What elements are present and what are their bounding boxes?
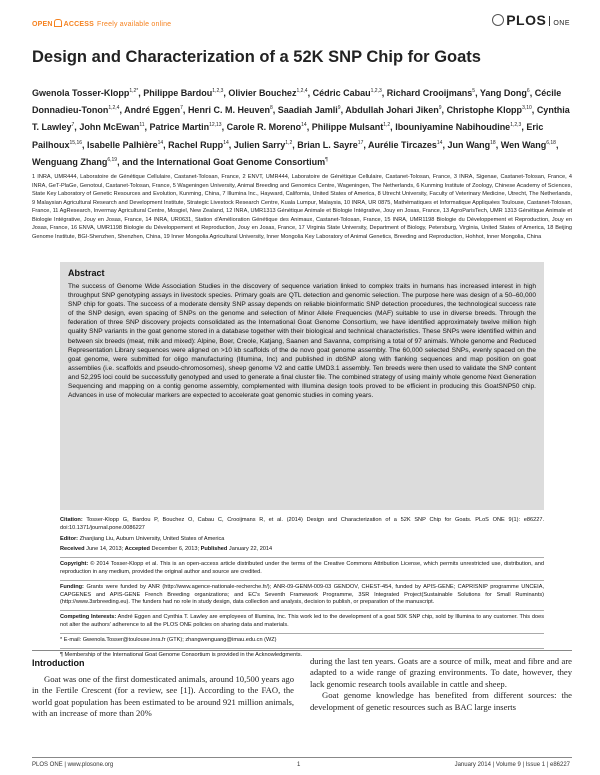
open-access-badge: [32, 19, 171, 28]
author-name: Jun Wang$^{18}$: [447, 139, 496, 150]
author-name: Olivier Bouchez$^{1,2,4}$: [228, 88, 308, 98]
consortium-note: ¶ Membership of the International Goat Genome Consortium is provided in the Acknowledgments.: [60, 651, 303, 658]
access-label: ACCESS: [63, 21, 95, 28]
consortium-author: and the International Goat Genome Consortium¶: [122, 156, 328, 167]
open-label: OPEN: [32, 21, 53, 28]
author-name: Isabelle Palhière$^{14}$: [87, 139, 164, 150]
author-name: Yang Dong$^6$: [479, 88, 530, 98]
competing-interests: Competing Interests: André Eggen and Cynthia T. Lawley are employees of Illumina, Inc. This work led to the development of a goat 50K SNP chip, sold by Illumina to any customer. This does not alter the authors' adherence to all the PLOS ONE policies on sharing data and materials.: [60, 614, 544, 628]
introduction-heading: Introduction: [32, 658, 85, 668]
footer-issue: January 2014 | Volume 9 | Issue 1 | e86227: [454, 762, 570, 768]
section-divider: [32, 650, 572, 651]
intro-paragraph-1: Goat was one of the first domesticated animals, around 10,500 years ago in the Fertile Crescent (for a review, see [1]). According to the FAO, the world goat population has been estimated to be around 921 million animals, with an increase of more than 20%: [32, 674, 294, 719]
footer-page-number: 1: [297, 762, 301, 768]
author-name: Cécile Donnadieu-Tonon$^{1,2,4}$: [32, 88, 562, 116]
author-name: Saadiah Jamli$^9$: [277, 105, 341, 116]
abstract-heading: Abstract: [68, 268, 105, 278]
author-name: John McEwan$^{11}$: [79, 122, 145, 133]
intro-paragraph-1-cont: during the last ten years. Goats are a source of milk, meat and fibre and are adapted to a wide range of grazing environments. To date, however, they lack genomic research tools available in cattle and sheep.: [310, 656, 572, 689]
intro-column-right: [310, 656, 572, 713]
intro-column-left: [32, 674, 294, 720]
abstract-box: [60, 262, 544, 510]
affiliations: 1 INRA, UMR444, Laboratoire de Génétique Cellulaire, Castanet-Tolosan, France, 2 ENVT, UMR444, Laboratoire de Génétique Cellulaire, Castanet-Tolosan, France, 3 INRA, Sigenae, Castanet-Tolosan, France, 4 INRA, GeT-PlaGe, Genotoul, Castanet-Tolosan, France, 5 Wageningen University, Animal Breeding and Genomics Centre, Wageningen, The Netherlands, 6 Kunming Institute of Zoology, Chinese Academy of Sciences, State Key Laboratory of Genetic Resources and Evolution, Kunming, China, 7 Illumina Inc., Hayward, California, United States of America, 8 Utrecht University, Faculty of Veterinary Medicine, Utrecht, The Netherlands, 9 Malaysian Agricultural Research and Development Institute, Strategic Livestock Research Centre, Kuala Lumpur, Malaysia, 10 INRA, UR 0875, Mathématiques et Informatique Appliquées Toulouse, Castanet-Tolosan, France, 11 AgResearch, Invermay Agricultural Centre, Mosgiel, New Zealand, 12 INRA, UMR1313 Génétique Animale et Biologie Intégrative, Jouy en Josas, France, 13 AgroParisTech, UMR 1313 Génétique Animale et Biologie Intégrative, Jouy en Josas, France, 14 INRA, UR0631, Station d'Amélioration Génétique des Animaux, Castanet-Tolosan, France, 15 INRA, UMR1198 Biologie du Développement et Reproduction, Jouy en Josas, France, 16 ENVA, UMR1198 Biologie du Développement et Reproduction, Jouy en Josas, France, 17 Virginia State University, Department of Biology, Petersburg, Virginia, United States of America, 18 Beijing Genome Institute, BGI-Shenzhen, Shenzhen, China, 19 Inner Mongolia Agricultural University, Inner Mongolia Key Laboratory of Animal Genetics, Breeding and Reproduction, Hohhot, Inner Mongolia, China: [32, 174, 572, 240]
freely-available-label: Freely available online: [97, 21, 172, 28]
author-name: André Eggen$^7$: [124, 105, 183, 116]
author-name: Rachel Rupp$^{14}$: [168, 139, 229, 150]
author-name: Eric Pailhoux$^{15,16}$: [32, 122, 544, 150]
author-name: Cédric Cabau$^{1,2,3}$: [312, 88, 382, 98]
author-name: Ibouniyamine Nabihoudine$^{1,2,3}$: [395, 122, 522, 133]
corresponding-email: * E-mail: Gwenola.Tosser@toulouse.inra.fr (GTK); zhangwenguang@imau.edu.cn (WZ): [60, 636, 277, 643]
article-metadata: [60, 517, 544, 662]
footer-journal: PLOS ONE | www.plosone.org: [32, 762, 114, 768]
author-name: Aurélie Tircazes$^{14}$: [368, 139, 443, 150]
intro-paragraph-2: Goat genome knowledge has benefited from different sources: the development of genetic resources such as BAC large inserts: [310, 690, 572, 712]
author-name: Henri C. M. Heuven$^8$: [187, 105, 273, 116]
article-title: Design and Characterization of a 52K SNP Chip for Goats: [32, 48, 481, 66]
dates: Received June 14, 2013; Accepted December 6, 2013; Published January 22, 2014: [60, 546, 273, 553]
author-name: Gwenola Tosser-Klopp$^{1,2*}$: [32, 88, 139, 98]
journal-logo: [492, 12, 570, 28]
author-name: Brian L. Sayre$^{17}$: [297, 139, 364, 150]
funding: Funding: Grants were funded by ANR (http://www.agence-nationale-recherche.fr/); ANR-09-GENM-009-03 GENDOV, CHEST-454, funded by APIS-GENE; CAPRISNIP programme UNCEIA, CAPGENES and APIS-GENE French Breeding organizations; and EC's Seventh Framework Programme, 3SR Integrated Project(Sustainable Solutions for Small Ruminants)(http://www.3srbreeding.eu). The funders had no role in study design, data collection and analysis, decision to publish, or preparation of the manuscript.: [60, 583, 544, 606]
author-name: Wenguang Zhang$^{6,19}$: [32, 156, 118, 167]
author-name: Cynthia T. Lawley$^7$: [32, 105, 570, 133]
author-name: Julien Sarry$^{1,2}$: [233, 139, 293, 150]
author-name: Philippe Mulsant$^{1,2}$: [311, 122, 391, 133]
page-header: [32, 10, 570, 40]
plos-logo-icon: [492, 14, 504, 26]
journal-logo-suffix: ONE: [553, 20, 570, 27]
abstract-text: The success of Genome Wide Association Studies in the discovery of sequence variation linked to complex traits in humans has increased interest in high throughput SNP genotyping assays in livestock species. Primary goals are QTL detection and genomic selection. The purpose here was design of a 50–60,000 SNP chip for goats. The success of a moderate density SNP assay depends on reliable bioinformatic SNP detection procedures, the technological success rate of the SNP design, even spacing of SNPs on the genome and selection of Minor Allele Frequencies (MAF) suitable to use in diverse breeds. Through the federation of three SNP discovery projects consolidated as the International Goat Genome Consortium, we have identified approximately twelve million high quality SNP variants in the goat genome stored in a database together with their biological and technical characteristics. These SNPs were identified within and between six breeds (meat, milk and mixed): Alpine, Boer, Creole, Katjang, Saanen and Savanna, comprising a total of 97 animals. Whole genome and Reduced Representation Library sequences were aligned on >10 kb scaffolds of the de novo goat genome assembly. The 60,000 selected SNPs, evenly spaced on the goat genome, were submitted for oligo manufacturing (Illumina, Inc) and published in dbSNP along with flanking sequences and map position on goat assemblies (i.e. scaffolds and pseudo-chromosomes), sheep genome V2 and cattle UMD3.1 assembly. Ten breeds were then used to validate the SNP content and 52,295 loci could be successfully genotyped and used to generate a final cluster file. The combined strategy of using mainly whole genome Next Generation Sequencing and mapping on a contig genome assembly, complemented with Illumina design tools proved to be efficient in producing this GoatSNP50 chip. Advances in use of molecular markers are expected to accelerate goat genomic studies in coming years.: [68, 283, 536, 400]
author-list: Gwenola Tosser-Klopp$^{1,2*}$, Philippe Bardou$^{1,2,3}$, Olivier Bouchez$^{1,2,4}$, Cédric Cabau$^{1,2,3}$, Richard Crooijmans$^5$, Yang Dong$^6$, Cécile Donnadieu-Tonon$^{1,2,4}$, André Eggen$^7$, Henri C. M. Heuven$^8$, Saadiah Jamli$^9$, Abdullah Johari Jiken$^9$, Christophe Klopp$^{3,10}$, Cynthia T. Lawley$^7$, John McEwan$^{11}$, Patrice Martin$^{12,13}$, Carole R. Moreno$^{14}$, Philippe Mulsant$^{1,2}$, Ibouniyamine Nabihoudine$^{1,2,3}$, Eric Pailhoux$^{15,16}$, Isabelle Palhière$^{14}$, Rachel Rupp$^{14}$, Julien Sarry$^{1,2}$, Brian L. Sayre$^{17}$, Aurélie Tircazes$^{14}$, Jun Wang$^{18}$, Wen Wang$^{6,18}$, Wenguang Zhang$^{6,19}$, and the International Goat Genome Consortium¶: [32, 88, 570, 167]
copyright: Copyright: © 2014 Tosser-Klopp et al. This is an open-access article distributed under the terms of the Creative Commons Attribution License, which permits unrestricted use, distribution, and reproduction in any medium, provided the original author and source are credited.: [60, 561, 544, 575]
author-name: Philippe Bardou$^{1,2,3}$: [143, 88, 224, 98]
author-name: Richard Crooijmans$^5$: [386, 88, 476, 98]
citation: Citation: Tosser-Klopp G, Bardou P, Bouchez O, Cabau C, Crooijmans R, et al. (2014) Design and Characterization of a 52K SNP Chip for Goats. PLoS ONE 9(1): e86227. doi:10.1371/journal.pone.0086227: [60, 517, 545, 531]
author-name: Abdullah Johari Jiken$^9$: [345, 105, 442, 116]
author-name: Christophe Klopp$^{3,10}$: [446, 105, 532, 116]
footer-divider: [32, 757, 572, 758]
author-name: Carole R. Moreno$^{14}$: [226, 122, 307, 133]
author-name: Patrice Martin$^{12,13}$: [149, 122, 222, 133]
editor: Editor: Zhanjiang Liu, Auburn University, United States of America: [60, 535, 225, 542]
open-access-lock-icon: [54, 19, 62, 27]
author-name: Wen Wang$^{6,18}$: [500, 139, 556, 150]
journal-logo-text: PLOS: [506, 12, 547, 28]
